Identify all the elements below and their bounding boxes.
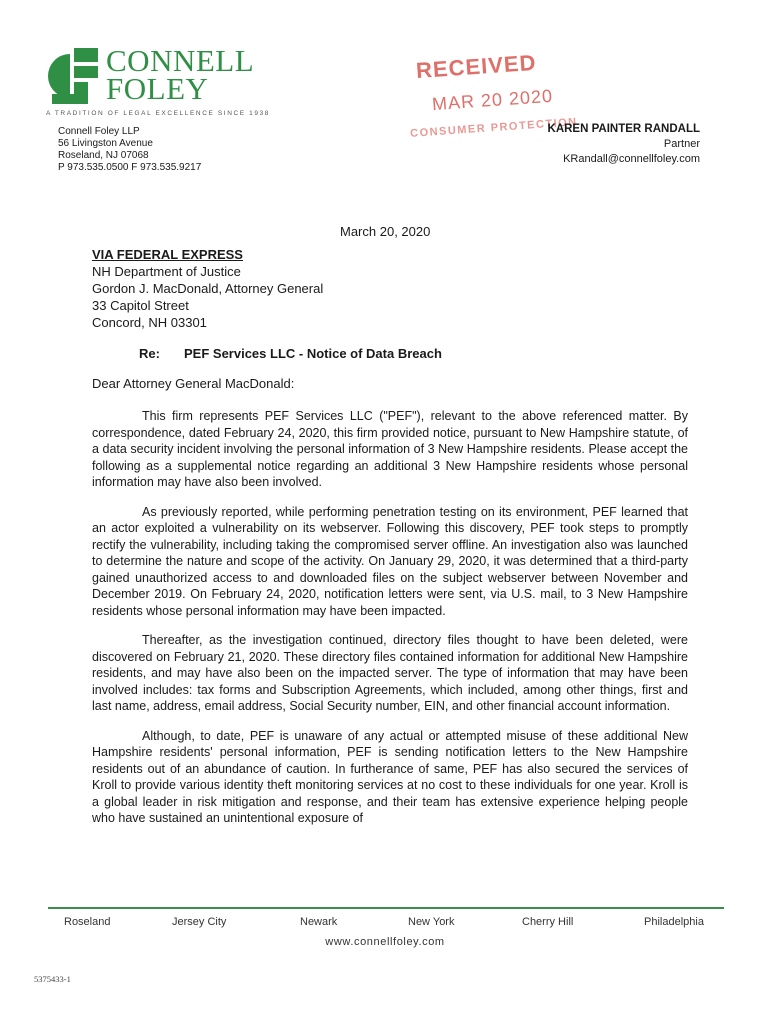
author-email: KRandall@connellfoley.com bbox=[563, 153, 700, 165]
firm-name-line2: FOLEY bbox=[106, 71, 209, 106]
firm-tagline: A TRADITION OF LEGAL EXCELLENCE SINCE 1938 bbox=[46, 110, 270, 117]
author-title: Partner bbox=[663, 138, 700, 150]
office-city: Jersey City bbox=[172, 916, 227, 928]
office-city: New York bbox=[408, 916, 455, 928]
address-line: P 973.535.0500 F 973.535.9217 bbox=[58, 162, 202, 173]
firm-address bbox=[58, 126, 201, 174]
received-date-stamp: MAR 20 2020 bbox=[431, 85, 554, 115]
address-line: 56 Livingston Avenue bbox=[58, 138, 153, 149]
body-paragraph: Thereafter, as the investigation continued, directory files thought to have been deleted, were discovered on February 21, 2020. These directory files contained information for additional New Hampshire residents, and may have also been on the impacted server. The type of information that may have been involved includes: tax forms and Subscription Agreements, which included, among other things, first and last name, address, email address, Social Security number, EIN, and other financial account information. bbox=[92, 633, 688, 713]
office-city: Philadelphia bbox=[644, 916, 704, 928]
firm-name-line1: CONNELL bbox=[106, 43, 255, 78]
office-city: Newark bbox=[300, 916, 338, 928]
author-block bbox=[548, 122, 700, 167]
recipient-block bbox=[92, 246, 323, 331]
office-city: Roseland bbox=[64, 916, 111, 928]
footer-divider bbox=[48, 907, 724, 909]
author-name: KAREN PAINTER RANDALL bbox=[547, 123, 700, 135]
recipient-line: Gordon J. MacDonald, Attorney General bbox=[92, 281, 324, 296]
letter-date: March 20, 2020 bbox=[340, 224, 431, 239]
office-city: Cherry Hill bbox=[522, 916, 574, 928]
recipient-line: 33 Capitol Street bbox=[92, 298, 189, 313]
delivery-method: VIA FEDERAL EXPRESS bbox=[92, 247, 243, 262]
department-stamp: CONSUMER PROTECTION bbox=[409, 116, 579, 140]
logo-mark-icon bbox=[48, 48, 98, 104]
subject-line bbox=[139, 346, 442, 361]
document-number: 5375433-1 bbox=[34, 974, 71, 984]
body-paragraph: This firm represents PEF Services LLC ("PEF"), relevant to the above referenced matter. By correspondence, dated February 24, 2020, this firm provided notice, pursuant to New Hampshire statute, of a data security incident involving the personal information of 3 New Hampshire residents. Please accept the following as a supplemental notice regarding an additional 3 New Hampshire residents whose personal information may have also been involved. bbox=[92, 409, 688, 489]
firm-logo bbox=[46, 44, 286, 114]
recipient-line: NH Department of Justice bbox=[92, 264, 241, 279]
address-line: Connell Foley LLP bbox=[58, 126, 140, 137]
firm-website: www.connellfoley.com bbox=[325, 936, 445, 948]
recipient-line: Concord, NH 03301 bbox=[92, 315, 207, 330]
letter-body bbox=[92, 408, 688, 840]
subject-label: Re: bbox=[139, 346, 160, 361]
body-paragraph: Although, to date, PEF is unaware of any actual or attempted misuse of these additional New Hampshire residents' personal information, PEF is sending notification letters to the New Hampshire residents out of an abundance of caution. In furtherance of same, PEF has also secured the services of Kroll to provide various identity theft monitoring services at no cost to these individuals for one year. Kroll is a global leader in risk mitigation and response, and their team has extensive experience helping people who have sustained an unintentional exposure of bbox=[92, 728, 688, 825]
subject-text: PEF Services LLC - Notice of Data Breach bbox=[184, 346, 442, 361]
address-line: Roseland, NJ 07068 bbox=[58, 150, 149, 161]
body-paragraph: As previously reported, while performing penetration testing on its environment, PEF learned that an actor exploited a vulnerability on its webserver. Following this discovery, PEF took steps to promptly rectify the vulnerability, including taking the compromised server offline. An investigation also was launched to determine the nature and scope of the activity. On January 29, 2020, it was determined that a third-party gained unauthorized access to and downloaded files on the subject webserver between November and December 2019. On February 24, 2020, notification letters were sent, via U.S. mail, to 3 New Hampshire residents whose personal information may have been impacted. bbox=[92, 504, 688, 618]
salutation: Dear Attorney General MacDonald: bbox=[92, 376, 295, 391]
received-stamp: RECEIVED bbox=[415, 49, 538, 84]
